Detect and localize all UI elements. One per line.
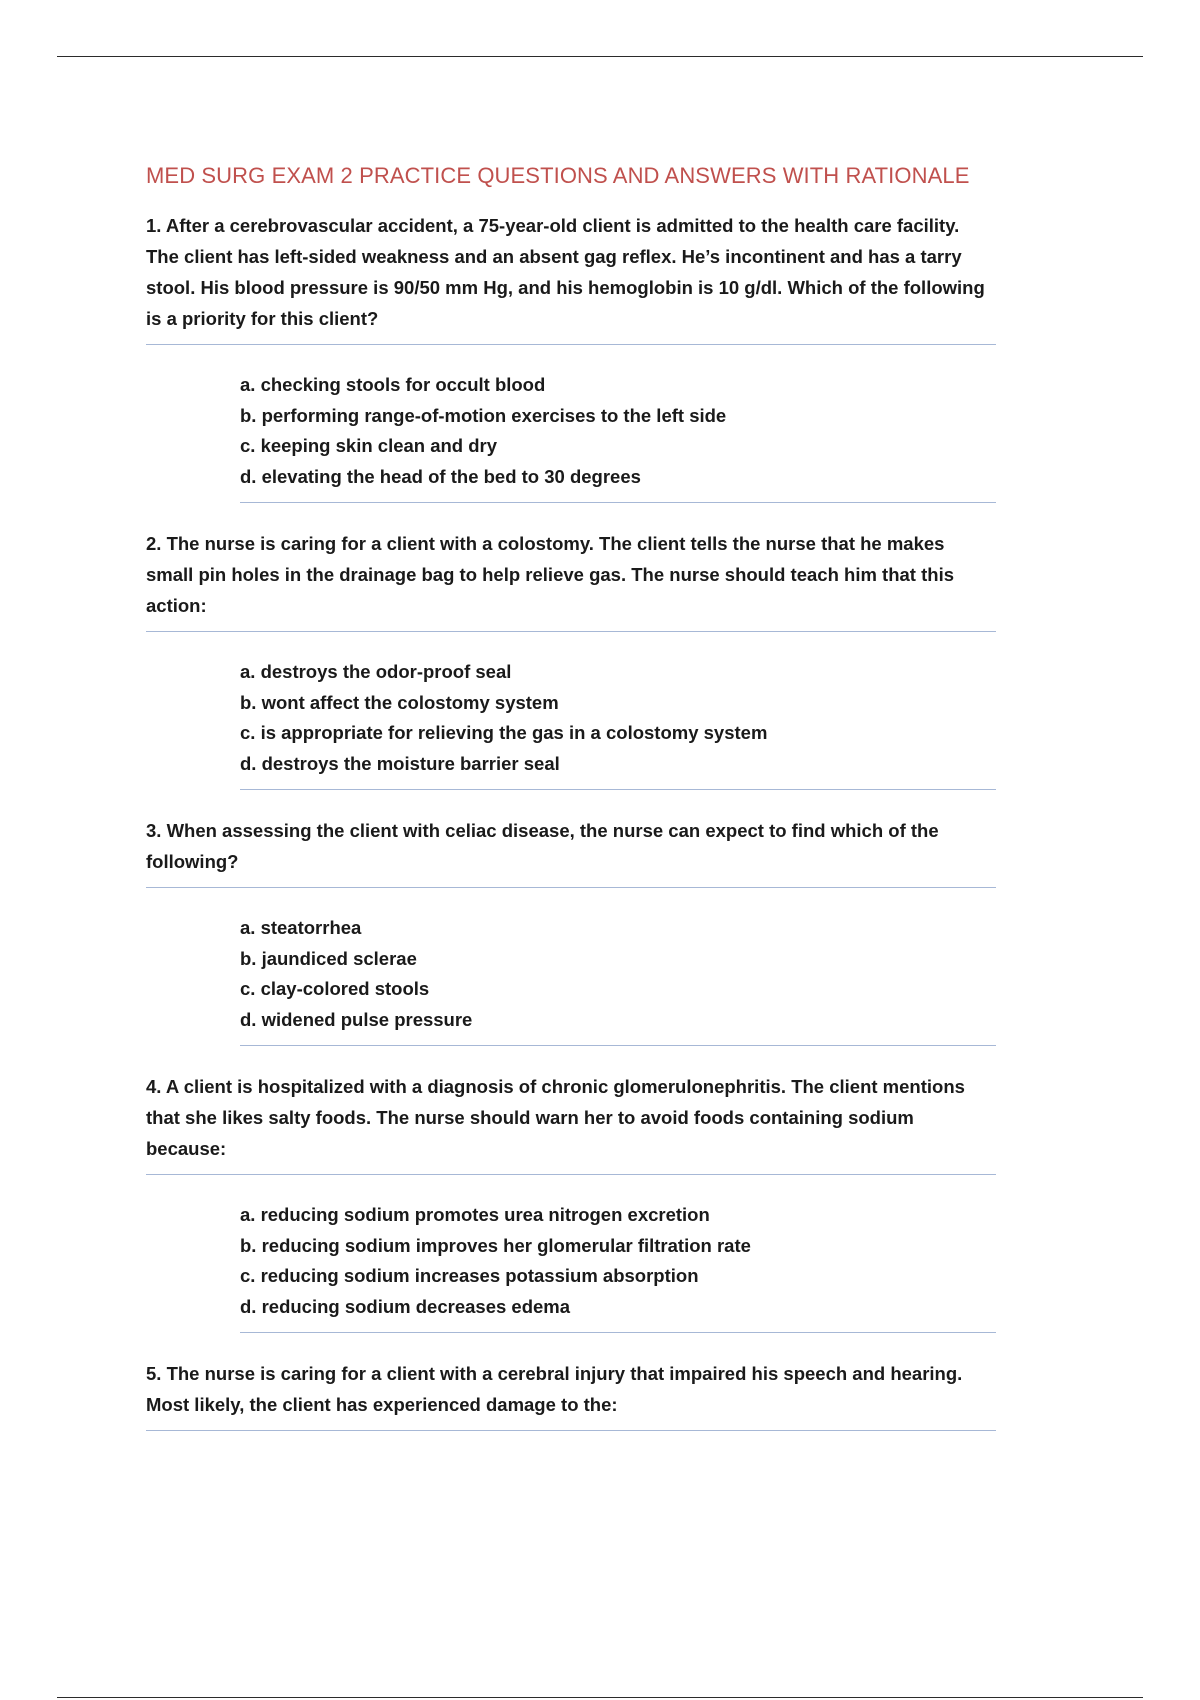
- footer-rule: [57, 1697, 1143, 1698]
- answer-option: a. steatorrhea: [240, 917, 362, 938]
- header-rule: [57, 56, 1143, 57]
- answer-option: d. widened pulse pressure: [240, 1008, 473, 1030]
- question-5: [146, 1358, 996, 1431]
- question-text: 2. The nurse is caring for a client with a colostomy. The client tells the nurse that he makes small pin holes in the drainage bag to help relieve gas. The nurse should teach him that this action:: [146, 528, 996, 632]
- question-text: 4. A client is hospitalized with a diagnosis of chronic glomerulonephritis. The client mentions that she likes salty foods. The nurse should warn her to avoid foods containing sodium because:: [146, 1071, 996, 1175]
- question-text: 5. The nurse is caring for a client with a cerebral injury that impaired his speech and hearing. Most likely, the client has experienced damage to the:: [146, 1358, 996, 1431]
- question-text: 1. After a cerebrovascular accident, a 75-year-old client is admitted to the health care facility. The client has left-sided weakness and an absent gag reflex. He’s incontinent and has a tarry stool. His blood pressure is 90/50 mm Hg, and his hemoglobin is 10 g/dl. Which of the following is a priority for this client?: [146, 210, 996, 345]
- answer-option: c. clay-colored stools: [240, 978, 430, 999]
- answer-option: b. reducing sodium improves her glomerular filtration rate: [240, 1234, 751, 1256]
- document-title: MED SURG EXAM 2 PRACTICE QUESTIONS AND ANSWERS WITH RATIONALE: [146, 163, 970, 188]
- answer-options: [240, 345, 996, 503]
- answer-option: c. keeping skin clean and dry: [240, 435, 498, 456]
- answer-option: b. jaundiced sclerae: [240, 947, 417, 969]
- answer-option: c. reducing sodium increases potassium absorption: [240, 1265, 699, 1286]
- question-4: [146, 1071, 996, 1333]
- answer-option: a. checking stools for occult blood: [240, 374, 546, 395]
- question-2: [146, 528, 996, 790]
- answer-option: c. is appropriate for relieving the gas in a colostomy system: [240, 722, 768, 743]
- answer-option: d. reducing sodium decreases edema: [240, 1295, 571, 1317]
- answer-options: [240, 1175, 996, 1333]
- answer-option: d. destroys the moisture barrier seal: [240, 752, 560, 774]
- answer-option: b. wont affect the colostomy system: [240, 691, 559, 713]
- answer-options: [240, 888, 996, 1046]
- answer-option: a. reducing sodium promotes urea nitrogen excretion: [240, 1204, 710, 1225]
- question-1: [146, 210, 996, 503]
- answer-options: [240, 632, 996, 790]
- question-3: [146, 815, 996, 1046]
- answer-option: a. destroys the odor-proof seal: [240, 661, 512, 682]
- answer-option: b. performing range-of-motion exercises to the left side: [240, 404, 727, 426]
- document-body: [146, 160, 996, 1431]
- answer-option: d. elevating the head of the bed to 30 degrees: [240, 465, 641, 487]
- question-text: 3. When assessing the client with celiac disease, the nurse can expect to find which of the following?: [146, 815, 996, 888]
